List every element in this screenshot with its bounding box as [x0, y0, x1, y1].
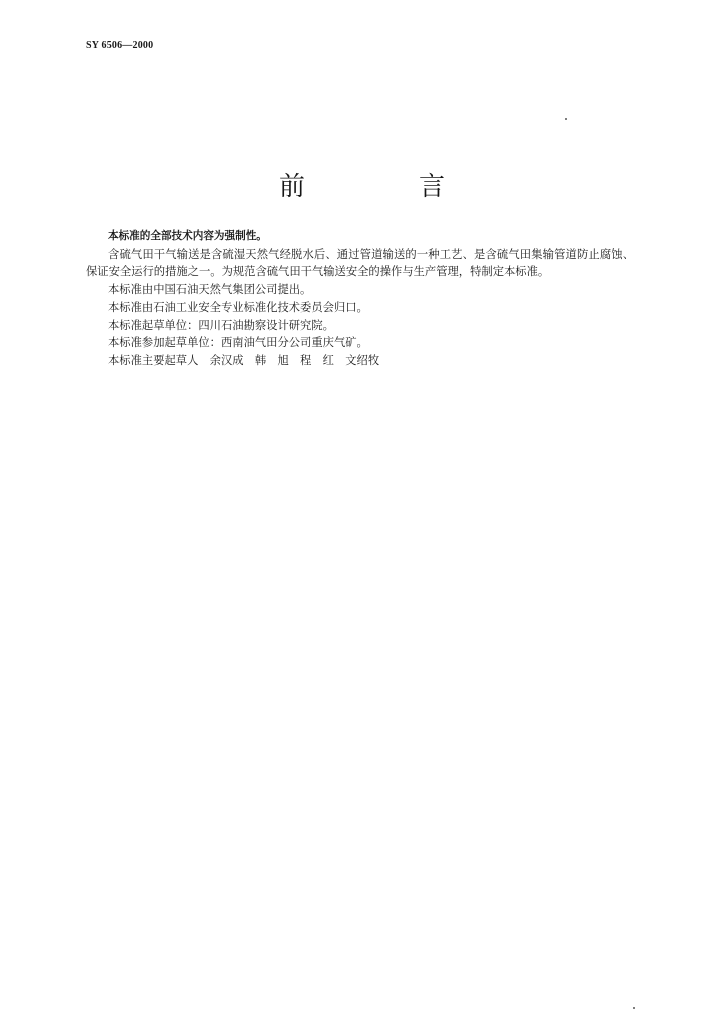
- standard-code: SY 6506—2000: [86, 40, 154, 51]
- paragraph-mandatory-note: 本标准的全部技术内容为强制性。: [108, 230, 267, 242]
- paragraph-participating-unit: 本标准参加起草单位：西南油气田分公司重庆气矿。: [108, 336, 368, 350]
- document-body: [86, 228, 634, 370]
- paragraph-proposer: 本标准由中国石油天然气集团公司提出。: [108, 283, 312, 297]
- paragraph-committee: 本标准由石油工业安全专业标准化技术委员会归口。: [108, 300, 368, 314]
- page-title: 前 言: [278, 172, 489, 202]
- scan-speck: [565, 118, 567, 120]
- paragraph-purpose: 含硫气田干气输送是含硫湿天然气经脱水后、通过管道输送的一种工艺、是含硫气田集输管道防止腐蚀、保证安全运行的措施之一。为规范含硫气田干气输送安全的操作与生产管理，特制定本标准。: [86, 247, 634, 279]
- paragraph-drafters: 本标准主要起草人 余汉成 韩 旭 程 红 文绍牧: [108, 353, 380, 367]
- paragraph-drafting-unit: 本标准起草单位：四川石油勘察设计研究院。: [108, 318, 334, 332]
- scan-speck: [633, 1007, 635, 1009]
